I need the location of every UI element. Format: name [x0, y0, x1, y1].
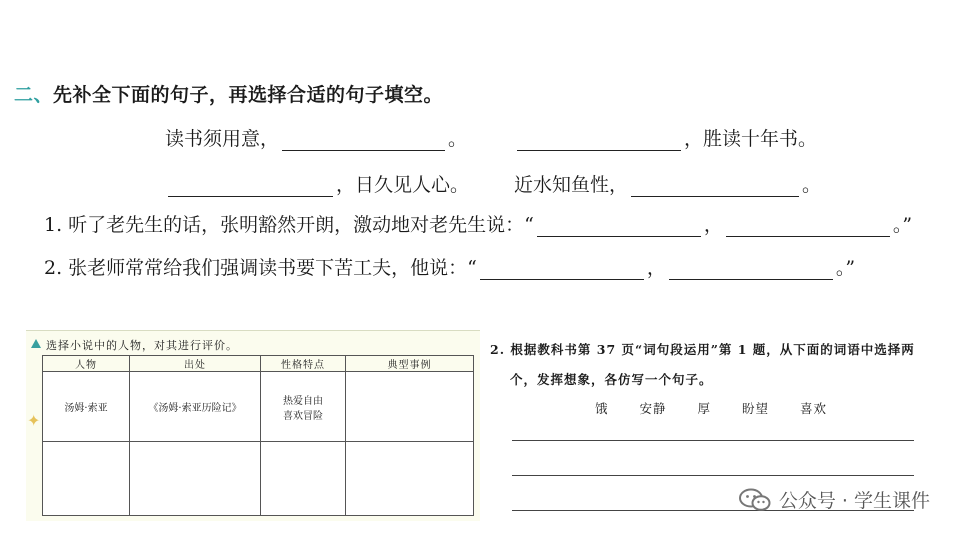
- watermark: [739, 486, 930, 513]
- panel-instruction: 选择小说中的人物，对其进行评价。: [46, 339, 238, 352]
- watermark-text: 公众号 · 学生课件: [778, 490, 930, 512]
- character-evaluation-panel: [26, 330, 480, 521]
- wechat-icon: [739, 488, 771, 512]
- blank-7[interactable]: [480, 259, 644, 280]
- proverb-row-1b: [514, 124, 817, 151]
- proverb-row-2: [165, 170, 469, 197]
- table-row: [43, 372, 474, 442]
- blank-4[interactable]: [631, 176, 799, 197]
- section-instruction: 先补全下面的句子，再选择合适的句子填空。: [53, 84, 444, 106]
- blank-6[interactable]: [726, 216, 890, 237]
- question-2-sep: ，: [646, 257, 666, 279]
- section-number: 二、: [14, 84, 54, 106]
- word-list: [595, 399, 853, 417]
- word-item: 厚: [697, 401, 712, 416]
- question-1-end: 。”: [892, 214, 913, 236]
- proverb-3-end: ，日久见人心。: [336, 174, 470, 196]
- header-source: 出处: [130, 356, 261, 372]
- table-header-row: [43, 356, 474, 372]
- writing-line[interactable]: [512, 475, 914, 476]
- question-1-text: 1. 听了老先生的话，张明豁然开朗，激动地对老先生说：“: [44, 214, 534, 236]
- trait-line-1: 热爱自由: [283, 395, 323, 407]
- star-icon: ✦: [27, 411, 41, 430]
- word-item: 饿: [595, 401, 609, 416]
- blank-1[interactable]: [282, 130, 445, 151]
- blank-5[interactable]: [537, 216, 701, 237]
- cell-person: 汤姆·索亚: [43, 372, 130, 442]
- trait-line-2: 喜欢冒险: [283, 410, 323, 422]
- writing-line[interactable]: [512, 440, 914, 441]
- cell-trait: [261, 372, 346, 442]
- blank-2[interactable]: [517, 130, 681, 151]
- exercise-instruction-line-1: 2. 根据教科书第 37 页“词句段运用”第 1 题，从下面的词语中选择两: [490, 342, 915, 357]
- proverb-row-1: [165, 124, 467, 151]
- table-row: [43, 442, 474, 516]
- question-2: [44, 253, 855, 280]
- cell-empty[interactable]: [346, 442, 474, 516]
- proverb-4-end: 。: [802, 174, 822, 196]
- header-trait: 性格特点: [261, 356, 346, 372]
- cell-source: 《汤姆·索亚历险记》: [130, 372, 261, 442]
- cell-example[interactable]: [346, 372, 474, 442]
- triangle-marker-icon: [31, 339, 41, 348]
- question-1: [44, 210, 912, 237]
- proverb-row-2b: [514, 170, 821, 197]
- question-1-sep: ，: [703, 214, 723, 236]
- question-2-text: 2. 张老师常常给我们强调读书要下苦工夫，他说：“: [44, 257, 477, 279]
- header-person: 人物: [43, 356, 130, 372]
- proverb-1-end: 。: [448, 128, 468, 150]
- word-item: 盼望: [742, 401, 770, 416]
- exercise-instruction-line-2: 个，发挥想象，各仿写一个句子。: [510, 372, 713, 387]
- cell-empty[interactable]: [130, 442, 261, 516]
- word-item: 喜欢: [800, 401, 828, 416]
- word-item: 安静: [639, 401, 667, 416]
- proverb-2-end: ，胜读十年书。: [684, 128, 818, 150]
- blank-3[interactable]: [168, 176, 333, 197]
- cell-empty[interactable]: [261, 442, 346, 516]
- blank-8[interactable]: [669, 259, 833, 280]
- proverb-1-start: 读书须用意，: [165, 128, 280, 150]
- header-example: 典型事例: [346, 356, 474, 372]
- cell-empty[interactable]: [43, 442, 130, 516]
- proverb-4-start: 近水知鱼性，: [514, 174, 629, 196]
- question-2-end: 。”: [835, 257, 856, 279]
- evaluation-table: [42, 355, 474, 516]
- section-title: [14, 80, 443, 107]
